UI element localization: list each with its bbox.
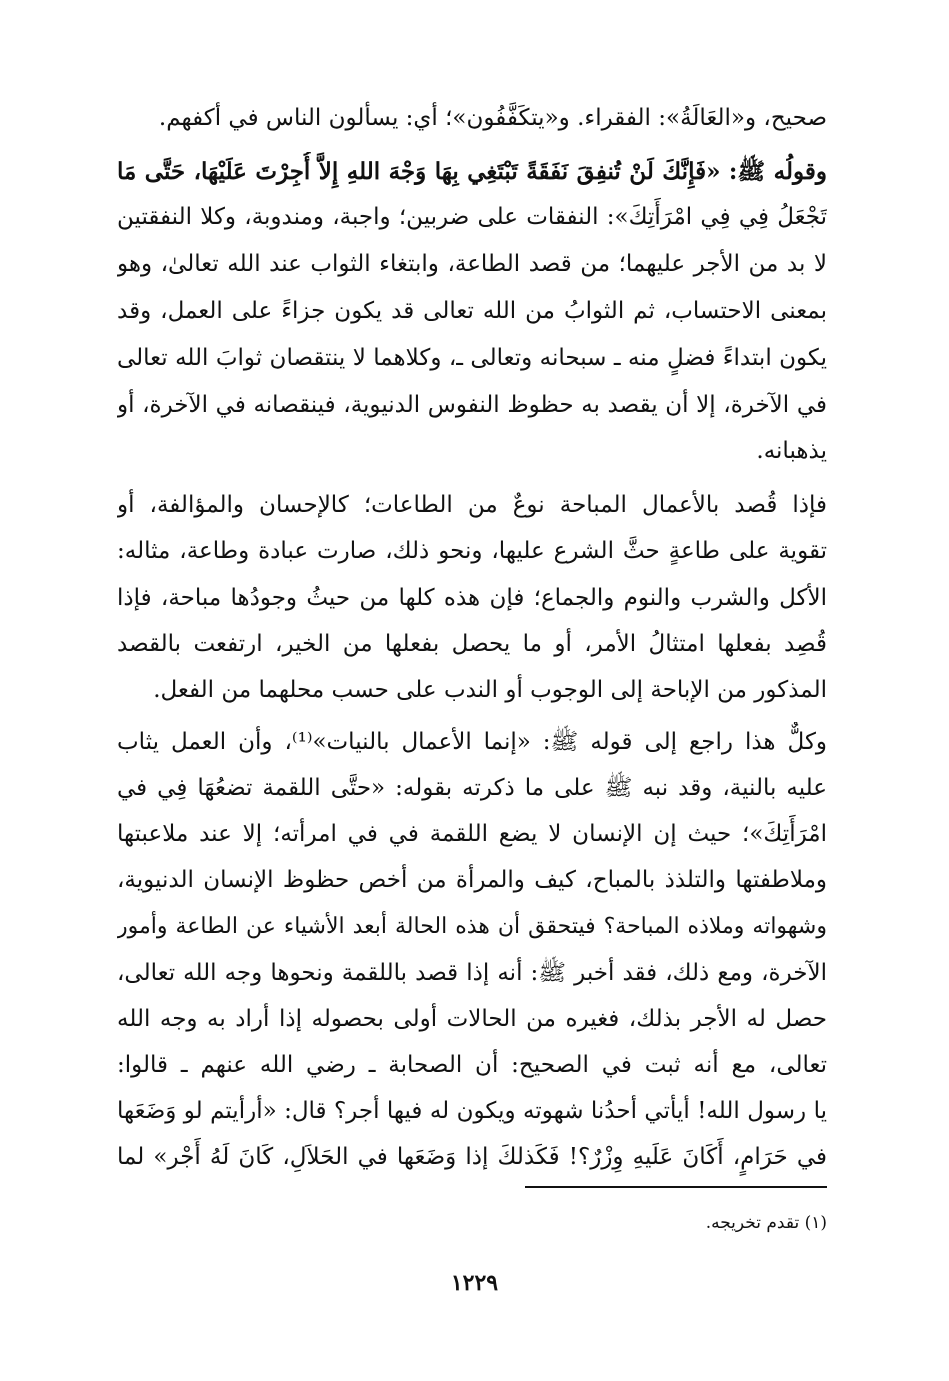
text-line-1: صحيح، و«العَالَةُ»: الفقراء. و«يتكَفَّفُون»؛ أي: يسألون الناس في أكفهم. [158,105,827,131]
page-number: ١٢٢٩ [450,1270,499,1296]
text-line-9: فإذا قُصد بالأعمال المباحة نوعٌ من الطاعات؛ كالإحسان والمؤالفة، أو [117,492,827,518]
text-line-23: في حَرَامٍ، أَكَانَ عَلَيهِ وِزْرٌ؟! فَكَذلكَ إذا وَضَعَها في الحَلاَلِ، كَانَ لَهُ أَجْر» لما [117,1144,827,1170]
footnote: (١) تقدم تخريجه. [705,1213,827,1233]
text-line-11: الأكل والشرب والنوم والجماع؛ فإن هذه كلها من حيثُ وجودُها مباحة، فإذا [117,585,827,611]
text-line-16: امْرَأَتِكَ»؛ حيث إن الإنسان لا يضع اللقمة في في امرأته؛ إلا عند ملاعبتها [117,821,827,847]
text-line-6: يكون ابتداءً فضلٍ منه ـ سبحانه وتعالى ـ، وكلاهما لا ينتقصان ثوابَ الله تعالى [117,345,827,371]
text-line-17: وملاطفتها والتلذذ بالمباح، كيف والمرأة من أخص حظوظ الإنسان الدنيوية، [117,867,827,893]
text-line-20: حصل له الأجر بذلك، فغيره من الحالات أولى بحصوله إذا أراد به وجه الله [117,1006,827,1032]
text-line-22: يا رسول الله! أيأتي أحدُنا شهوته ويكون له فيها أجر؟ قال: «أرأيتم لو وَضَعَها [117,1098,827,1124]
text-line-4: لا بد من الأجر عليهما؛ من قصد الطاعة، وابتغاء الثواب عند الله تعالىٰ، وهو [117,251,827,277]
text-line-21: تعالى، مع أنه ثبت في الصحيح: أن الصحابة ـ رضي الله عنهم ـ قالوا: [117,1052,827,1078]
text-line-12: قُصِد بفعلها امتثالُ الأمر، أو ما يحصل بفعلها من الخير، ارتفعت بالقصد [117,631,827,657]
text-line-5: بمعنى الاحتساب، ثم الثوابُ من الله تعالى قد يكون جزاءً على العمل، وقد [117,298,827,324]
text-line-19: الآخرة، ومع ذلك، فقد أخبر ﷺ: أنه إذا قصد باللقمة ونحوها وجه الله تعالى، [117,960,827,986]
text-line-10: تقوية على طاعةٍ حثَّ الشرع عليها، ونحو ذلك، صارت عبادة وطاعة، مثاله: [117,538,827,564]
text-line-18: وشهواته وملاذه المباحة؟ فيتحقق أن هذه الحالة أبعد الأشياء عن الطاعة وأمور [117,914,827,939]
text-line-15: عليه بالنية، وقد نبه ﷺ على ما ذكرته بقوله: «حتَّى اللقمة تضعُهَا فِي في [117,775,827,801]
text-line-2: وقولُه ﷺ: «فَإِنَّكَ لَنْ تُنفِقَ نَفَقَةً تَبْتَغِي بِهَا وَجْهَ اللهِ إِلاَّ أُجِرْتَ عَلَيْهَا، حَتَّى مَا [117,158,827,185]
text-line-3: تَجْعَلُ فِي فِي امْرَأَتِكَ»: النفقات على ضربين؛ واجبة، ومندوبة، وكلا النفقتين [117,204,827,230]
text-line-14: وكلٌّ هذا راجع إلى قوله ﷺ: «إنما الأعمال بالنيات»⁽¹⁾، وأن العمل يثاب [117,729,827,755]
text-line-7: في الآخرة، إلا أن يقصد به حظوظ النفوس الدنيوية، فينقصانه في الآخرة، أو [117,392,827,418]
text-line-13: المذكور من الإباحة إلى الوجوب أو الندب على حسب محلهما من الفعل. [153,677,827,703]
footnote-separator [525,1186,827,1188]
text-line-8: يذهبانه. [756,438,827,464]
